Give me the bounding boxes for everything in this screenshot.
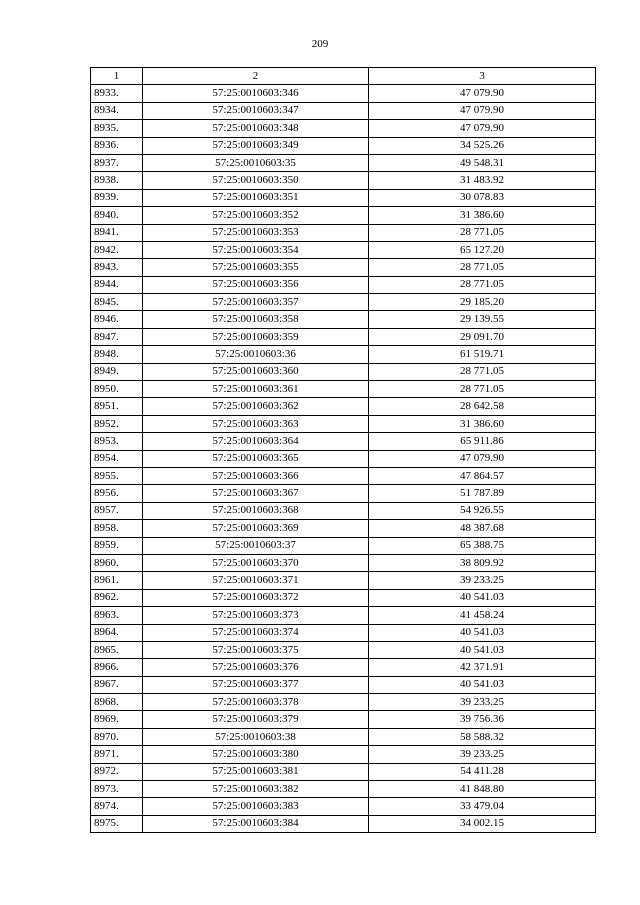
table-row <box>91 398 596 415</box>
table-row <box>91 572 596 589</box>
table-row <box>91 433 596 450</box>
cadastral-number-cell: 57:25:0010603:371 <box>143 572 369 589</box>
row-number-cell: 8967. <box>91 676 143 693</box>
cadastral-value-cell: 47 079.90 <box>369 450 596 467</box>
cadastral-value-cell: 58 588.32 <box>369 728 596 745</box>
cadastral-value-cell: 29 185.20 <box>369 294 596 311</box>
cadastral-value-cell: 40 541.03 <box>369 676 596 693</box>
cadastral-number-cell: 57:25:0010603:376 <box>143 659 369 676</box>
row-number-cell: 8943. <box>91 259 143 276</box>
row-number-cell: 8972. <box>91 763 143 780</box>
table-row <box>91 85 596 102</box>
cadastral-value-cell: 48 387.68 <box>369 520 596 537</box>
table-row <box>91 711 596 728</box>
row-number-cell: 8938. <box>91 172 143 189</box>
cadastral-value-cell: 29 139.55 <box>369 311 596 328</box>
cadastral-number-cell: 57:25:0010603:369 <box>143 520 369 537</box>
table-row <box>91 381 596 398</box>
table-row <box>91 746 596 763</box>
row-number-cell: 8958. <box>91 520 143 537</box>
cadastral-number-cell: 57:25:0010603:368 <box>143 502 369 519</box>
cadastral-value-cell: 28 771.05 <box>369 224 596 241</box>
cadastral-number-cell: 57:25:0010603:374 <box>143 624 369 641</box>
row-number-cell: 8941. <box>91 224 143 241</box>
table-row <box>91 607 596 624</box>
cadastral-value-cell: 40 541.03 <box>369 641 596 658</box>
row-number-cell: 8974. <box>91 798 143 815</box>
column-header-3: 3 <box>369 68 596 85</box>
cadastral-value-cell: 29 091.70 <box>369 328 596 345</box>
cadastral-value-cell: 42 371.91 <box>369 659 596 676</box>
row-number-cell: 8959. <box>91 537 143 554</box>
table-row <box>91 259 596 276</box>
row-number-cell: 8968. <box>91 694 143 711</box>
row-number-cell: 8935. <box>91 120 143 137</box>
cadastral-value-cell: 65 127.20 <box>369 241 596 258</box>
cadastral-value-table <box>90 67 596 833</box>
table-body <box>91 85 596 833</box>
row-number-cell: 8960. <box>91 554 143 571</box>
cadastral-value-cell: 47 079.90 <box>369 102 596 119</box>
cadastral-number-cell: 57:25:0010603:359 <box>143 328 369 345</box>
row-number-cell: 8954. <box>91 450 143 467</box>
cadastral-value-cell: 61 519.71 <box>369 346 596 363</box>
table-row <box>91 120 596 137</box>
table-row <box>91 641 596 658</box>
cadastral-value-cell: 39 233.25 <box>369 746 596 763</box>
cadastral-number-cell: 57:25:0010603:382 <box>143 781 369 798</box>
cadastral-number-cell: 57:25:0010603:383 <box>143 798 369 815</box>
cadastral-number-cell: 57:25:0010603:352 <box>143 207 369 224</box>
table-row <box>91 224 596 241</box>
table-row <box>91 172 596 189</box>
cadastral-value-cell: 30 078.83 <box>369 189 596 206</box>
cadastral-number-cell: 57:25:0010603:350 <box>143 172 369 189</box>
cadastral-value-cell: 65 388.75 <box>369 537 596 554</box>
row-number-cell: 8953. <box>91 433 143 450</box>
cadastral-value-cell: 40 541.03 <box>369 589 596 606</box>
cadastral-value-cell: 41 848.80 <box>369 781 596 798</box>
cadastral-value-cell: 28 771.05 <box>369 276 596 293</box>
cadastral-number-cell: 57:25:0010603:380 <box>143 746 369 763</box>
cadastral-value-cell: 39 233.25 <box>369 694 596 711</box>
table-row <box>91 798 596 815</box>
row-number-cell: 8950. <box>91 381 143 398</box>
cadastral-value-cell: 54 411.28 <box>369 763 596 780</box>
cadastral-value-cell: 34 002.15 <box>369 815 596 832</box>
table-row <box>91 363 596 380</box>
cadastral-number-cell: 57:25:0010603:356 <box>143 276 369 293</box>
cadastral-number-cell: 57:25:0010603:367 <box>143 485 369 502</box>
table-row <box>91 502 596 519</box>
cadastral-value-cell: 28 771.05 <box>369 259 596 276</box>
cadastral-value-cell: 38 809.92 <box>369 554 596 571</box>
cadastral-number-cell: 57:25:0010603:354 <box>143 241 369 258</box>
row-number-cell: 8965. <box>91 641 143 658</box>
row-number-cell: 8970. <box>91 728 143 745</box>
table-row <box>91 589 596 606</box>
cadastral-number-cell: 57:25:0010603:366 <box>143 467 369 484</box>
cadastral-number-cell: 57:25:0010603:38 <box>143 728 369 745</box>
cadastral-value-cell: 39 233.25 <box>369 572 596 589</box>
cadastral-value-cell: 51 787.89 <box>369 485 596 502</box>
row-number-cell: 8947. <box>91 328 143 345</box>
cadastral-number-cell: 57:25:0010603:362 <box>143 398 369 415</box>
cadastral-number-cell: 57:25:0010603:351 <box>143 189 369 206</box>
cadastral-number-cell: 57:25:0010603:36 <box>143 346 369 363</box>
cadastral-value-cell: 49 548.31 <box>369 154 596 171</box>
cadastral-value-cell: 33 479.04 <box>369 798 596 815</box>
cadastral-number-cell: 57:25:0010603:364 <box>143 433 369 450</box>
cadastral-number-cell: 57:25:0010603:375 <box>143 641 369 658</box>
table-row <box>91 554 596 571</box>
table-row <box>91 450 596 467</box>
table-row <box>91 241 596 258</box>
row-number-cell: 8951. <box>91 398 143 415</box>
table-row <box>91 624 596 641</box>
cadastral-number-cell: 57:25:0010603:348 <box>143 120 369 137</box>
cadastral-number-cell: 57:25:0010603:355 <box>143 259 369 276</box>
row-number-cell: 8971. <box>91 746 143 763</box>
cadastral-number-cell: 57:25:0010603:349 <box>143 137 369 154</box>
row-number-cell: 8962. <box>91 589 143 606</box>
row-number-cell: 8964. <box>91 624 143 641</box>
row-number-cell: 8957. <box>91 502 143 519</box>
cadastral-number-cell: 57:25:0010603:377 <box>143 676 369 693</box>
cadastral-number-cell: 57:25:0010603:35 <box>143 154 369 171</box>
row-number-cell: 8934. <box>91 102 143 119</box>
table-row <box>91 781 596 798</box>
cadastral-value-cell: 65 911.86 <box>369 433 596 450</box>
row-number-cell: 8939. <box>91 189 143 206</box>
cadastral-value-cell: 28 771.05 <box>369 363 596 380</box>
row-number-cell: 8955. <box>91 467 143 484</box>
column-header-1: 1 <box>91 68 143 85</box>
row-number-cell: 8942. <box>91 241 143 258</box>
cadastral-number-cell: 57:25:0010603:373 <box>143 607 369 624</box>
cadastral-number-cell: 57:25:0010603:37 <box>143 537 369 554</box>
row-number-cell: 8975. <box>91 815 143 832</box>
row-number-cell: 8973. <box>91 781 143 798</box>
cadastral-value-cell: 28 642.58 <box>369 398 596 415</box>
cadastral-value-cell: 47 079.90 <box>369 120 596 137</box>
row-number-cell: 8945. <box>91 294 143 311</box>
cadastral-value-cell: 28 771.05 <box>369 381 596 398</box>
table-row <box>91 467 596 484</box>
cadastral-value-cell: 31 483.92 <box>369 172 596 189</box>
page-number: 209 <box>311 38 329 50</box>
table-row <box>91 659 596 676</box>
cadastral-number-cell: 57:25:0010603:353 <box>143 224 369 241</box>
table-row <box>91 537 596 554</box>
row-number-cell: 8969. <box>91 711 143 728</box>
table-row <box>91 676 596 693</box>
cadastral-value-cell: 54 926.55 <box>369 502 596 519</box>
cadastral-value-cell: 31 386.60 <box>369 207 596 224</box>
table-row <box>91 154 596 171</box>
table-row <box>91 763 596 780</box>
row-number-cell: 8936. <box>91 137 143 154</box>
table-row <box>91 137 596 154</box>
cadastral-number-cell: 57:25:0010603:378 <box>143 694 369 711</box>
cadastral-value-cell: 31 386.60 <box>369 415 596 432</box>
cadastral-value-cell: 47 864.57 <box>369 467 596 484</box>
table-row <box>91 815 596 832</box>
row-number-cell: 8948. <box>91 346 143 363</box>
table-row <box>91 207 596 224</box>
table-row <box>91 276 596 293</box>
table-row <box>91 694 596 711</box>
cadastral-number-cell: 57:25:0010603:346 <box>143 85 369 102</box>
cadastral-value-cell: 34 525.26 <box>369 137 596 154</box>
row-number-cell: 8946. <box>91 311 143 328</box>
column-header-2: 2 <box>143 68 369 85</box>
table-row <box>91 415 596 432</box>
cadastral-number-cell: 57:25:0010603:357 <box>143 294 369 311</box>
table-row <box>91 728 596 745</box>
row-number-cell: 8966. <box>91 659 143 676</box>
cadastral-value-cell: 47 079.90 <box>369 85 596 102</box>
table-row <box>91 485 596 502</box>
row-number-cell: 8952. <box>91 415 143 432</box>
row-number-cell: 8949. <box>91 363 143 380</box>
cadastral-value-cell: 41 458.24 <box>369 607 596 624</box>
cadastral-number-cell: 57:25:0010603:361 <box>143 381 369 398</box>
cadastral-number-cell: 57:25:0010603:381 <box>143 763 369 780</box>
cadastral-value-cell: 40 541.03 <box>369 624 596 641</box>
cadastral-number-cell: 57:25:0010603:347 <box>143 102 369 119</box>
cadastral-number-cell: 57:25:0010603:384 <box>143 815 369 832</box>
row-number-cell: 8933. <box>91 85 143 102</box>
cadastral-number-cell: 57:25:0010603:370 <box>143 554 369 571</box>
table-row <box>91 102 596 119</box>
row-number-cell: 8940. <box>91 207 143 224</box>
table-row <box>91 520 596 537</box>
cadastral-number-cell: 57:25:0010603:360 <box>143 363 369 380</box>
row-number-cell: 8963. <box>91 607 143 624</box>
row-number-cell: 8961. <box>91 572 143 589</box>
row-number-cell: 8944. <box>91 276 143 293</box>
table-row <box>91 346 596 363</box>
row-number-cell: 8956. <box>91 485 143 502</box>
cadastral-value-cell: 39 756.36 <box>369 711 596 728</box>
cadastral-number-cell: 57:25:0010603:379 <box>143 711 369 728</box>
cadastral-number-cell: 57:25:0010603:358 <box>143 311 369 328</box>
table-row <box>91 311 596 328</box>
table-row <box>91 189 596 206</box>
cadastral-number-cell: 57:25:0010603:365 <box>143 450 369 467</box>
table-row <box>91 328 596 345</box>
table-header-row <box>91 68 596 85</box>
table-row <box>91 294 596 311</box>
cadastral-number-cell: 57:25:0010603:372 <box>143 589 369 606</box>
row-number-cell: 8937. <box>91 154 143 171</box>
cadastral-number-cell: 57:25:0010603:363 <box>143 415 369 432</box>
